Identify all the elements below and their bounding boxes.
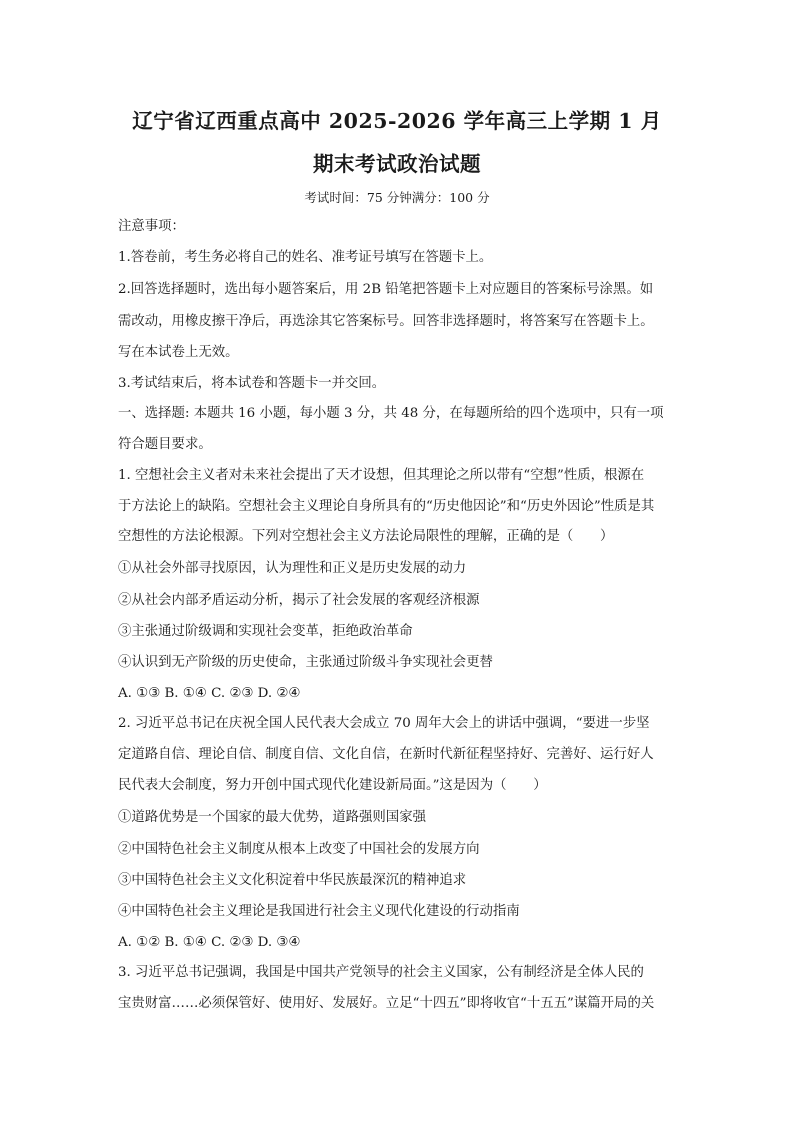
q1-choices: A. ①③ B. ①④ C. ②③ D. ②④ — [118, 686, 301, 701]
q2-stem-line3: 民代表大会制度，努力开创中国式现代化建设新局面。”这是因为（ ） — [118, 778, 547, 793]
q2-stem-line2: 定道路自信、理论自信、制度自信、文化自信，在新时代新征程坚持好、完善好、运行好人 — [118, 747, 654, 762]
notes-item-2-line1: 2.回答选择题时，选出每小题答案后，用 2B 铅笔把答题卡上对应题目的答案标号涂黑。如 — [118, 282, 654, 297]
q2-choices: A. ①② B. ①④ C. ②③ D. ③④ — [118, 935, 301, 950]
exam-info: 考试时间：75 分钟满分：100 分 — [304, 190, 490, 205]
q1-option-4: ④认识到无产阶级的历史使命，主张通过阶级斗争实现社会更替 — [118, 655, 493, 670]
notes-item-1: 1.答卷前，考生务必将自己的姓名、准考证号填写在答题卡上。 — [118, 250, 493, 265]
q3-stem-line1: 3. 习近平总书记强调，我国是中国共产党领导的社会主义国家，公有制经济是全体人民的 — [118, 965, 644, 980]
exam-title-line2: 期末考试政治试题 — [313, 152, 481, 176]
q2-option-1: ①道路优势是一个国家的最大优势，道路强则国家强 — [118, 810, 426, 825]
exam-title-line1: 辽宁省辽西重点高中 2025-2026 学年高三上学期 1 月 — [132, 109, 662, 133]
notes-item-2-line2: 需改动，用橡皮擦干净后，再选涂其它答案标号。回答非选择题时，将答案写在答题卡上。 — [118, 314, 654, 329]
q2-option-4: ④中国特色社会主义理论是我国进行社会主义现代化建设的行动指南 — [118, 904, 520, 919]
notes-item-2-line3: 写在本试卷上无效。 — [118, 345, 239, 360]
q2-option-3: ③中国特色社会主义文化积淀着中华民族最深沉的精神追求 — [118, 873, 467, 888]
q1-option-3: ③主张通过阶级调和实现社会变革，拒绝政治革命 — [118, 624, 413, 639]
notes-item-3: 3.考试结束后，将本试卷和答题卡一并交回。 — [118, 376, 386, 391]
q3-stem-line2: 宝贵财富……必须保管好、使用好、发展好。立足“十四五”即将收官“十五五”谋篇开局的关 — [118, 996, 655, 1011]
q1-stem-line2: 于方法论上的缺陷。空想社会主义理论自身所具有的“历史他因论”和“历史外因论”性质是其 — [118, 499, 655, 514]
section-intro-line2: 符合题目要求。 — [118, 437, 212, 452]
q1-stem-line3: 空想性的方法论根源。下列对空想社会主义方法论局限性的理解，正确的是（ ） — [118, 529, 614, 544]
q1-option-1: ①从社会外部寻找原因，认为理性和正义是历史发展的动力 — [118, 561, 467, 576]
section-intro-line1: 一、选择题: 本题共 16 小题，每小题 3 分，共 48 分，在每题所给的四个选项中，只有一项 — [118, 406, 664, 421]
q1-option-2: ②从社会内部矛盾运动分析，揭示了社会发展的客观经济根源 — [118, 593, 480, 608]
q2-stem-line1: 2. 习近平总书记在庆祝全国人民代表大会成立 70 周年大会上的讲话中强调，“要进一步坚 — [118, 716, 650, 731]
notes-heading: 注意事项： — [118, 219, 185, 234]
q2-option-2: ②中国特色社会主义制度从根本上改变了中国社会的发展方向 — [118, 842, 480, 857]
q1-stem-line1: 1. 空想社会主义者对未来社会提出了天才设想，但其理论之所以带有“空想”性质，根源在 — [118, 468, 645, 483]
